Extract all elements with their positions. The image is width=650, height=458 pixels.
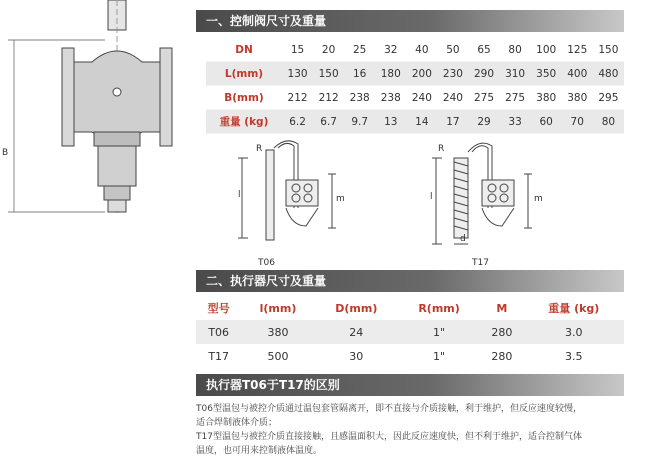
col-header: D(mm) (315, 296, 398, 320)
cell: 350 (531, 62, 562, 86)
cell: 125 (567, 43, 588, 56)
cell: 240 (442, 91, 463, 104)
cell: 80 (508, 43, 522, 56)
dimensions-table (206, 38, 624, 134)
valve-dim-b-label: B (2, 148, 9, 158)
col-header: l(mm) (241, 296, 314, 320)
row-label-l: L(mm) (206, 62, 282, 86)
cell: 310 (500, 62, 531, 86)
cell: 380 (536, 91, 557, 104)
cell: 238 (349, 91, 370, 104)
t06-caption: T06 (258, 258, 275, 268)
cell: 24 (315, 320, 398, 344)
cell: 15 (290, 43, 305, 56)
cell: 1" (398, 320, 480, 344)
cell: 240 (411, 91, 432, 104)
cell: 6.2 (282, 110, 313, 134)
cell: 3.5 (565, 349, 583, 363)
cell: 180 (375, 62, 406, 86)
valve-drawing (0, 0, 190, 225)
section1-title: 一、控制阀尺寸及重量 (196, 10, 624, 32)
description-line: 适合焊制液体介质； (196, 418, 278, 428)
t06-m-label: m (336, 194, 345, 204)
cell: 500 (267, 349, 289, 363)
cell: 20 (321, 43, 336, 56)
t06-l-label: l (238, 190, 241, 200)
t17-m-label: m (534, 194, 543, 204)
cell: 280 (491, 349, 513, 363)
cell: T17 (208, 349, 230, 363)
table-row (206, 86, 624, 110)
table-row (196, 344, 624, 368)
cell: 40 (415, 43, 429, 56)
table-row (196, 320, 624, 344)
cell: 32 (384, 43, 398, 56)
actuator-t17-drawing (428, 128, 568, 258)
cell: 130 (282, 62, 313, 86)
cell: 400 (562, 62, 593, 86)
cell: 29 (468, 110, 499, 134)
cell: 3.0 (524, 320, 624, 344)
cell: 212 (318, 91, 339, 104)
row-label-weight: 重量 (kg) (206, 110, 282, 134)
section2-title: 二、执行器尺寸及重量 (196, 270, 624, 292)
cell: 25 (353, 43, 367, 56)
col-header: R(mm) (398, 296, 480, 320)
cell: 295 (598, 91, 619, 104)
cell: 290 (468, 62, 499, 86)
cell: 150 (598, 43, 619, 56)
cell: 280 (480, 320, 523, 344)
cell: 275 (505, 91, 526, 104)
cell: 60 (531, 110, 562, 134)
t17-d-label: d (460, 234, 466, 244)
table-header-row (196, 296, 624, 320)
t17-l-label: l (430, 192, 433, 202)
table-row (206, 62, 624, 86)
cell: 65 (477, 43, 491, 56)
cell: 212 (287, 91, 308, 104)
col-header: 型号 (196, 296, 241, 320)
cell: 238 (380, 91, 401, 104)
cell: 275 (473, 91, 495, 104)
cell: 17 (437, 110, 468, 134)
description-line: 温度，也可用来控制液体温度。 (196, 446, 323, 456)
cell: 380 (241, 320, 314, 344)
cell: 50 (446, 43, 460, 56)
cell: 380 (567, 91, 588, 104)
t06-r-label: R (256, 144, 263, 154)
cell: T06 (196, 320, 241, 344)
col-header: M (480, 296, 523, 320)
cell: 100 (536, 43, 557, 56)
cell: 480 (593, 62, 624, 86)
cell: 200 (406, 62, 437, 86)
description-line: T06型温包与被控介质通过温包套管隔离开，即不直接与介质接触，利于维护，但反应速度较慢， (196, 404, 582, 414)
t17-caption: T17 (472, 258, 489, 268)
cell: 80 (593, 110, 624, 134)
row-label-dn: DN (235, 43, 253, 56)
cell: 70 (562, 110, 593, 134)
section3-title: 执行器T06于T17的区别 (196, 374, 624, 396)
description-line: T17型温包与被控介质直接接触，且感温面积大，因此反应速度快，但不利于维护，适合控制气体 (196, 432, 582, 442)
row-label-b: B(mm) (224, 91, 264, 104)
cell: 6.7 (313, 110, 344, 134)
cell: 9.7 (344, 110, 375, 134)
cell: 150 (313, 62, 344, 86)
cell: 230 (437, 62, 468, 86)
cell: 30 (349, 349, 364, 363)
description-text (196, 402, 626, 458)
cell: 33 (500, 110, 531, 134)
cell: 1" (433, 349, 446, 363)
cell: 16 (344, 62, 375, 86)
actuator-table (196, 296, 624, 368)
col-header: 重量 (kg) (524, 296, 624, 320)
cell: 14 (406, 110, 437, 134)
cell: 13 (375, 110, 406, 134)
table-row (206, 38, 624, 62)
t17-r-label: R (438, 144, 445, 154)
